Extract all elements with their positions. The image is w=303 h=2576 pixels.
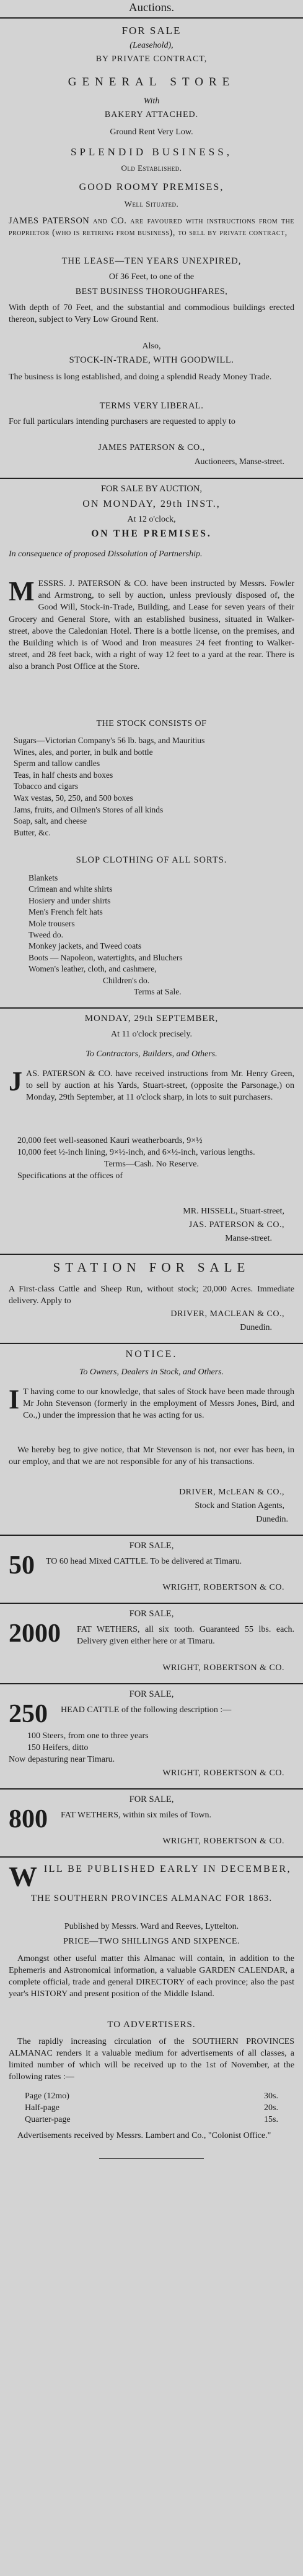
ad6-firm: WRIGHT, ROBERTSON & CO. xyxy=(162,1583,284,1592)
list-item: Boots — Napoleon, watertights, and Bluchers xyxy=(29,952,183,962)
ad10-title: THE SOUTHERN PROVINCES ALMANAC FOR 1863. xyxy=(30,1893,273,1903)
ad4-town: Dunedin. xyxy=(240,1323,272,1332)
list-item: Terms—Cash. No Reserve. xyxy=(104,1160,199,1169)
ad9-heading: FOR SALE, xyxy=(129,1794,174,1804)
section-title: Auctions. xyxy=(128,1,175,14)
ad1-frontage: Of 36 Feet, to one of the xyxy=(108,272,195,282)
ad9-number: 800 xyxy=(9,1805,48,1833)
ad3-dropcap: J xyxy=(9,1066,22,1096)
ad8-heading: FOR SALE, xyxy=(129,1689,174,1699)
list-item: 10,000 feet ½-inch lining, 9×½-inch, and 6×½-inch, various lengths. xyxy=(17,1148,255,1157)
divider-9 xyxy=(0,1856,303,1858)
ad1-rent: Ground Rent Very Low. xyxy=(110,127,193,137)
ad1-established-long: The business is long established, and doing a splendid Ready Money Trade. xyxy=(9,373,272,382)
ad6-number: 50 xyxy=(9,1551,35,1580)
ad4-body: A First-class Cattle and Sheep Run, without stock; 20,000 Acres. Immediate delivery. Apply to xyxy=(9,1285,294,1306)
ad10-price: PRICE—TWO SHILLINGS AND SIXPENCE. xyxy=(63,1937,240,1946)
list-item: 20,000 feet well-seasoned Kauri weatherboards, 9×½ xyxy=(17,1136,203,1145)
ad1-lease: THE LEASE—TEN YEARS UNEXPIRED, xyxy=(61,256,242,266)
section-header xyxy=(0,1,303,15)
ad10-adv-body: The rapidly increasing circulation of the SOUTHERN PROVINCES ALMANAC renders it a valuable medium for advertisements of all classes, a limited number of which will be received up to the 1st of November, at the following rates :— xyxy=(9,2037,294,2082)
ad1-premises: GOOD ROOMY PREMISES, xyxy=(79,182,224,192)
ad2-body: ESSRS. J. PATERSON & CO. have been instructed by Messrs. Fowler and Armstrong, to sell by auction, unless previously disposed of, the Good Will, Stock-in-Trade, Building, and Lease for seven years of their Grocery and General Store, with an established business, situated in Walker-street, above the Caledonian Hotel. There is a bottle license, on the premises, and the Building which is of Wood and Iron measures 24 feet fronting to Walker-street, and 28 feet back, with a right of way 12 feet to a yard at the rear. There is also a branch Post Office at the Store. xyxy=(9,579,294,672)
list-item: Blankets xyxy=(29,873,58,882)
list-item: Sperm and tallow candles xyxy=(14,759,100,769)
list-item: Wines, ales, and porter, in bulk and bottle xyxy=(14,747,153,757)
ad2-stock-heading: THE STOCK CONSISTS OF xyxy=(96,719,207,728)
ad10-adv-heading: TO ADVERTISERS. xyxy=(107,2020,196,2030)
ad10-line1: ILL BE PUBLISHED EARLY IN DECEMBER, xyxy=(43,1864,292,1874)
ad5-to: To Owners, Dealers in Stock, and Others. xyxy=(79,1368,224,1377)
list-item: 100 Steers, from one to three years xyxy=(27,1731,149,1741)
list-item: Mole trousers xyxy=(29,918,75,928)
ad1-heading: FOR SALE xyxy=(121,25,182,37)
ad3-body-block xyxy=(0,1068,303,1103)
ad2-date: ON MONDAY, 29th INST., xyxy=(82,499,221,509)
ad1-established: Old Established. xyxy=(121,163,182,173)
ad3-body: AS. PATERSON & CO. have received instructions from Mr. Henry Green, to sell by auction at his Yards, Stuart-street, (opposite the Parsonage,) on Monday, 29th September, at 11 o'clock sharp, in lots to suit purchasers. xyxy=(26,1069,294,1102)
ad6-heading: FOR SALE, xyxy=(129,1541,174,1551)
ad10-footer: Advertisements received by Messrs. Lambert and Co., "Colonist Office." xyxy=(17,2131,271,2140)
ad5-p2: We hereby beg to give notice, that Mr Stevenson is not, nor ever has been, in our employ, and that we are not responsible for any of his transactions. xyxy=(9,1445,294,1467)
ad5-role: Stock and Station Agents, xyxy=(195,1501,284,1510)
ad3-address: Manse-street. xyxy=(225,1234,272,1243)
ad6-text: TO 60 head Mixed CATTLE. To be delivered at Timaru. xyxy=(46,1557,242,1566)
ad2-place: ON THE PREMISES. xyxy=(91,528,212,539)
ad4-firm: DRIVER, MACLEAN & CO., xyxy=(170,1309,284,1319)
list-item: Hosiery and under shirts xyxy=(29,895,111,905)
ad10-line1-block xyxy=(0,1863,303,1890)
ad3-firm: JAS. PATERSON & CO., xyxy=(188,1220,284,1230)
ad1-method: BY PRIVATE CONTRACT, xyxy=(95,54,208,64)
ad5-title: NOTICE. xyxy=(125,1349,178,1359)
ad8-firm: WRIGHT, ROBERTSON & CO. xyxy=(162,1768,284,1778)
ad2-body-block xyxy=(0,578,303,673)
ad5-p1-block xyxy=(0,1386,303,1421)
ad1-store: GENERAL STORE xyxy=(68,75,235,88)
list-item: Monkey jackets, and Tweed coats xyxy=(29,941,142,951)
ad2-stock-list xyxy=(0,735,303,838)
rate-label: Page (12mo) xyxy=(25,2091,69,2101)
divider-4 xyxy=(0,1343,303,1344)
list-item: Specifications at the offices of xyxy=(17,1171,123,1181)
top-rule xyxy=(0,17,303,19)
ad1-also: Also, xyxy=(142,342,161,351)
list-item: Tobacco and cigars xyxy=(14,782,79,791)
divider-7 xyxy=(0,1683,303,1684)
ad3-contact: MR. HISSELL, Stuart-street, xyxy=(183,1207,284,1216)
ad2-dropcap: M xyxy=(9,576,35,606)
ad1-with: With xyxy=(143,97,160,106)
ad8-text: HEAD CATTLE of the following description :— xyxy=(61,1705,232,1715)
ad1-depth: With depth of 70 Feet, and the substantial and commodious buildings erected thereon, subject to Very Low Ground Rent. xyxy=(9,303,294,324)
ad1-address: Auctioneers, Manse-street. xyxy=(194,457,284,466)
ad1-thoroughfares: BEST BUSINESS THOROUGHFARES, xyxy=(75,287,228,296)
ad8-lines xyxy=(0,1730,303,1765)
ad5-town: Dunedin. xyxy=(256,1515,288,1524)
list-item: Men's French felt hats xyxy=(29,907,103,917)
ad1-firm: JAMES PATERSON & CO., xyxy=(98,443,205,452)
ad1-tenure: (Leasehold), xyxy=(130,41,173,50)
ad7-number: 2000 xyxy=(9,1619,61,1648)
list-item: Tweed do. xyxy=(29,930,64,940)
list-item: Crimean and white shirts xyxy=(29,884,113,894)
divider-3 xyxy=(0,1254,303,1255)
ad1-stock: STOCK-IN-TRADE, WITH GOODWILL. xyxy=(69,355,234,365)
rate-row xyxy=(25,2090,278,2102)
ad10-publisher: Published by Messrs. Ward and Reeves, Lyttelton. xyxy=(64,1922,239,1931)
ad2-slop-heading: SLOP CLOTHING OF ALL SORTS. xyxy=(76,855,227,865)
ad9-text: FAT WETHERS, within six miles of Town. xyxy=(61,1811,211,1820)
ad7-firm: WRIGHT, ROBERTSON & CO. xyxy=(162,1663,284,1673)
ad3-date: MONDAY, 29th SEPTEMBER, xyxy=(84,1014,219,1023)
rate-row xyxy=(25,2114,278,2126)
rate-row xyxy=(25,2102,278,2114)
divider-1 xyxy=(0,478,303,479)
ad7-text: FAT WETHERS, all six tooth. Guaranteed 55 lbs. each. Delivery given either here or at Timaru. xyxy=(77,1625,294,1646)
divider-8 xyxy=(0,1788,303,1790)
divider-6 xyxy=(0,1603,303,1604)
ad1-bakery: BAKERY ATTACHED. xyxy=(104,110,199,119)
ad1-intro xyxy=(0,215,303,239)
ad5-firm: DRIVER, McLEAN & CO., xyxy=(179,1488,284,1497)
ad10-body: Amongst other useful matter this Almanac will contain, in addition to the Ephemeris and Astronomical information, a valuable GARDEN CALENDAR, a complete official, trade and general DIRECTORY of each province; also the past year's HISTORY and present position of the Middle Island. xyxy=(9,1954,294,1999)
ad9-firm: WRIGHT, ROBERTSON & CO. xyxy=(162,1837,284,1846)
ad2-time: At 12 o'clock, xyxy=(127,515,176,524)
ad3-lines xyxy=(0,1135,303,1182)
list-item: Sugars—Victorian Company's 56 lb. bags, and Mauritius xyxy=(14,736,205,745)
ad3-time: At 11 o'clock precisely. xyxy=(111,1030,192,1039)
ad10-rates xyxy=(0,2090,303,2126)
ad3-to: To Contractors, Builders, and Others. xyxy=(86,1049,217,1059)
rate-price: 30s. xyxy=(264,2091,278,2101)
list-item: Soap, salt, and cheese xyxy=(14,816,87,826)
rate-price: 20s. xyxy=(264,2103,278,2113)
rate-label: Half-page xyxy=(25,2103,59,2113)
ad5-p1: T having come to our knowledge, that sales of Stock have been made through Mr John Stevenson (formerly in the employment of Messrs Jones, Bird, and Co.,) under the impression that he was acting for us. xyxy=(23,1387,294,1420)
ad2-reason: In consequence of proposed Dissolution of Partnership. xyxy=(9,549,203,559)
list-item: Teas, in half chests and boxes xyxy=(14,770,113,780)
list-item: Jams, fruits, and Oilmen's Stores of all kinds xyxy=(14,804,164,814)
list-item: Butter, &c. xyxy=(14,827,51,837)
list-item: Women's leather, cloth, and cashmere, xyxy=(29,964,157,974)
divider-2 xyxy=(0,1007,303,1009)
ad1-business: SPLENDID BUSINESS, xyxy=(71,146,232,158)
rate-price: 15s. xyxy=(264,2115,278,2124)
ad1-situated: Well Situated. xyxy=(124,199,179,209)
ad10-dropcap: W xyxy=(9,1861,37,1892)
bottom-rule xyxy=(99,2158,204,2159)
ad1-terms: TERMS VERY LIBERAL. xyxy=(99,401,204,411)
list-item: Wax vestas, 50, 250, and 500 boxes xyxy=(14,793,133,803)
ad8-number: 250 xyxy=(9,1700,48,1728)
ad1-intro-text: JAMES PATERSON and CO. are favoured with instructions from the proprietor (who is retiring from business), to sell by private contract, xyxy=(9,216,294,238)
ad2-slop-list xyxy=(0,872,303,997)
rate-label: Quarter-page xyxy=(25,2115,71,2124)
list-item: Terms at Sale. xyxy=(134,987,182,997)
list-item: Now depasturing near Timaru. xyxy=(9,1755,115,1764)
list-item: Children's do. xyxy=(103,975,150,985)
ad1-particulars: For full particulars intending purchasers are requested to apply to xyxy=(9,417,235,426)
list-item: 150 Heifers, ditto xyxy=(27,1743,89,1752)
ad7-heading: FOR SALE, xyxy=(129,1609,174,1619)
ad4-title: STATION FOR SALE xyxy=(53,1260,250,1275)
divider-5 xyxy=(0,1535,303,1536)
ad5-dropcap: I xyxy=(9,1384,20,1415)
ad2-heading: FOR SALE BY AUCTION, xyxy=(100,484,202,494)
